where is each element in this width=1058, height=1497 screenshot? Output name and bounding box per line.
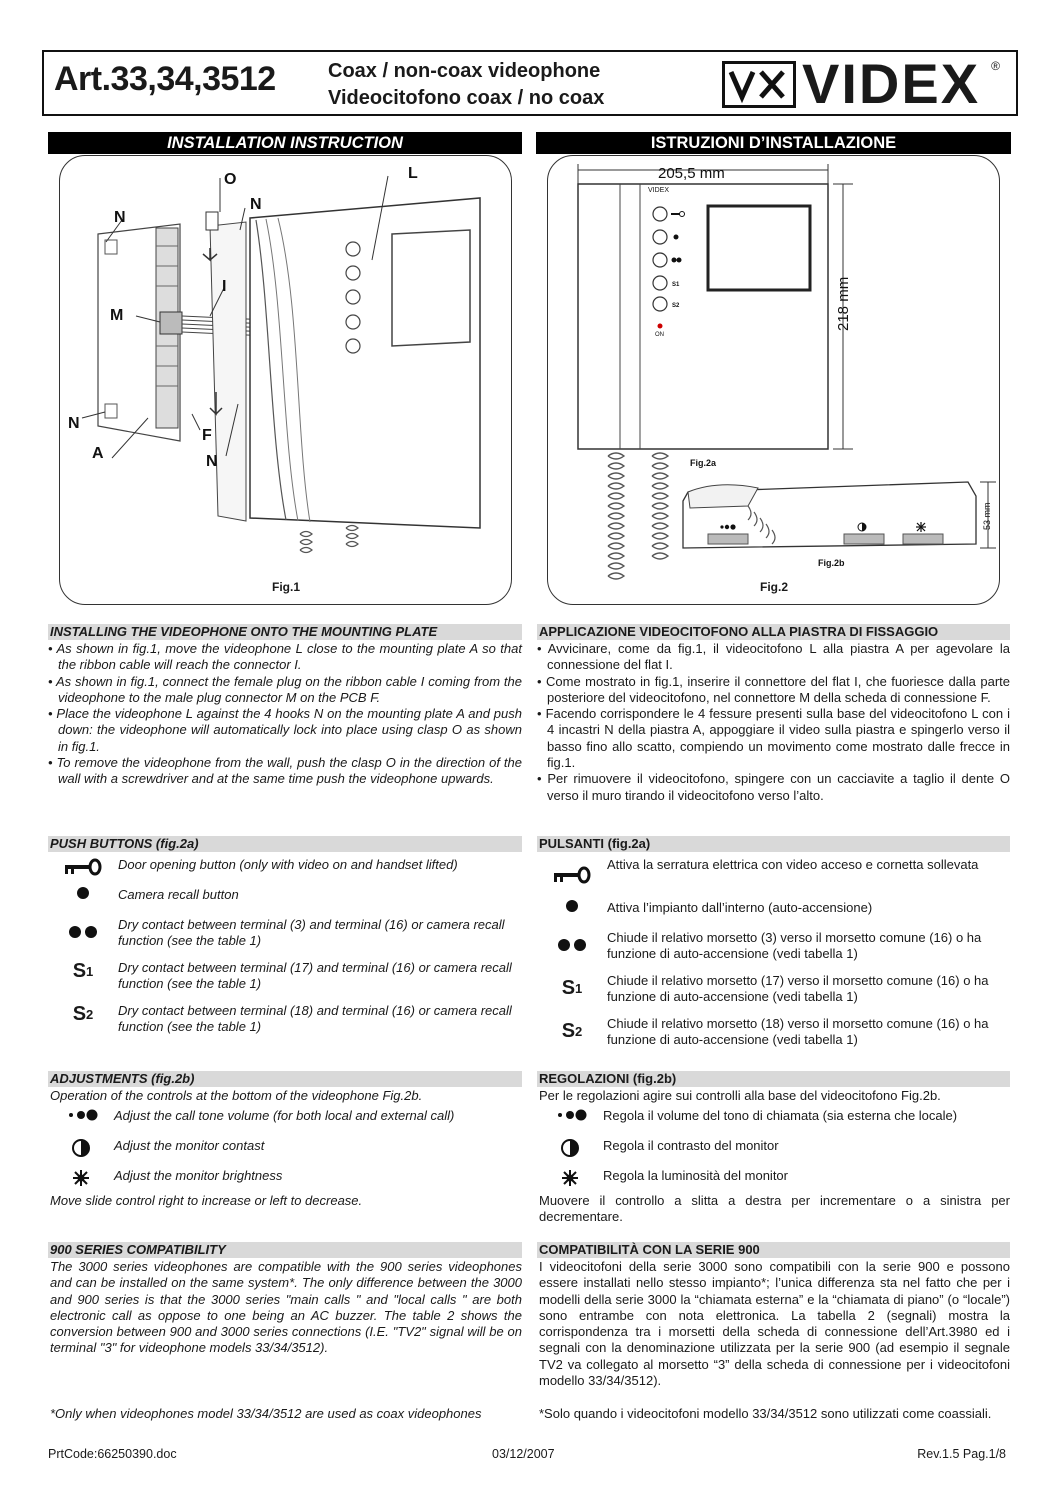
push-desc-it: Chiude il relativo morsetto (3) verso il morsetto comune (16) o ha funzione di auto-accensione (vedi tabella 1)	[607, 930, 982, 961]
fig1-label-o: O	[224, 171, 237, 188]
push-row-en	[48, 960, 522, 992]
adjust-row-en	[48, 1168, 522, 1188]
footer-date: 03/12/2007	[492, 1447, 555, 1461]
fig1-label-m: M	[110, 307, 124, 324]
installing-step-en: • To remove the videophone from the wall, push the clasp O in the direction of the wall with a screwdriver and at the same time push the videophone upwards.	[48, 755, 522, 788]
push-row-it	[537, 900, 1010, 916]
footer-revision: Rev.1.5 Pag.1/8	[917, 1447, 1006, 1461]
s2-icon: S 2	[561, 1020, 583, 1042]
push-row-it	[537, 1016, 1010, 1048]
push-row-it	[537, 930, 1010, 962]
fig2-s2-label: S2	[672, 303, 680, 309]
compat-note-en-wrap	[48, 1406, 522, 1422]
push-title-en: PUSH BUTTONS (fig.2a)	[48, 836, 522, 852]
fig2-width-label: 205,5 mm	[658, 165, 725, 182]
contrast-icon	[537, 1138, 603, 1158]
fig1-label-i: I	[222, 278, 227, 295]
installing-title-en: INSTALLING THE VIDEOPHONE ONTO THE MOUNTING PLATE	[48, 624, 522, 640]
adjust-outro-it-wrap	[537, 1193, 1010, 1226]
push-desc-en: Dry contact between terminal (3) and terminal (16) or camera recall function (see the table 1)	[118, 917, 505, 948]
compat-section-it	[537, 1242, 1010, 1389]
fig1-label-n-bottom: N	[206, 453, 218, 470]
installing-title-it: APPLICAZIONE VIDEOCITOFONO ALLA PIASTRA DI FISSAGGIO	[537, 624, 1010, 640]
subtitle-it: Videocitofono coax / no coax	[328, 87, 605, 109]
fig1-label-a: A	[92, 445, 104, 462]
fig2a-caption: Fig.2a	[690, 458, 717, 468]
fig2-brand-label: VIDEX	[648, 187, 670, 194]
installing-section-it	[537, 624, 1010, 804]
push-row-en	[48, 1003, 522, 1035]
push-row-it	[537, 857, 1010, 885]
single-dot-icon	[537, 900, 607, 912]
compat-section-en	[48, 1242, 522, 1357]
compat-note-it: *Solo quando i videocitofoni modello 33/34/3512 sono utilizzati come coassiali.	[539, 1406, 992, 1421]
push-desc-en: Dry contact between terminal (17) and terminal (16) or camera recall function (see the table 1)	[118, 960, 512, 991]
fig2-s1-label: S1	[672, 282, 680, 288]
fig1-label-f: F	[202, 427, 212, 444]
adjust-desc-it: Regola il contrasto del monitor	[603, 1138, 779, 1153]
key-icon	[537, 857, 607, 885]
installing-step-it: • Facendo corrispondere le 4 fessure presenti sulla base del videocitofono L con i 4 incastri N della piastra A, appoggiare il video sulla piastra e spingerlo verso il basso fino allo scatto, compiendo un movimento come mostrato dalle frecce in fig.1.	[537, 706, 1010, 771]
footer-code: PrtCode:66250390.doc	[48, 1447, 177, 1461]
adjust-desc-en: Adjust the call tone volume (for both local and external call)	[114, 1108, 455, 1123]
push-row-en	[48, 887, 522, 903]
adjust-intro-it: Per le regolazioni agire sui controlli alla base del videocitofono Fig.2b.	[539, 1088, 941, 1103]
videx-logo	[722, 52, 1000, 115]
push-row-en	[48, 917, 522, 949]
installing-step-en: • As shown in fig.1, connect the female plug on the ribbon cable I coming from the videophone to the male plug connector M on the PCB F.	[48, 674, 522, 707]
push-section-en	[48, 836, 522, 853]
s1-icon: S 1	[561, 977, 583, 999]
push-row-it	[537, 973, 1010, 1005]
fig1-label-n-top: N	[250, 196, 262, 213]
adjust-outro-en: Move slide control right to increase or left to decrease.	[50, 1193, 363, 1208]
volume-dots-icon	[48, 1108, 114, 1122]
installing-step-it: • Per rimuovere il videocitofono, spingere con un cacciavite a taglio il dente O verso il muro tirando il videocitofono verso l’alto.	[537, 771, 1010, 804]
compat-title-en: 900 SERIES COMPATIBILITY	[48, 1242, 522, 1258]
figure-2-panel	[547, 155, 1000, 605]
subtitle-en: Coax / non-coax videophone	[328, 60, 601, 82]
adjust-desc-en: Adjust the monitor contast	[114, 1138, 265, 1153]
single-dot-icon	[48, 887, 118, 899]
compat-note-en: *Only when videophones model 33/34/3512 are used as coax videophones	[50, 1406, 482, 1421]
adjust-outro-it: Muovere il controllo a slitta a destra per incrementare o a sinistra per decrementare.	[539, 1193, 1010, 1225]
adjust-row-en	[48, 1108, 522, 1124]
videophone-dimensions-illustration	[548, 156, 998, 603]
fig2-caption: Fig.2	[760, 580, 789, 594]
registered-mark: ®	[991, 59, 1000, 73]
installing-step-en: • Place the videophone L against the 4 hooks N on the mounting plate A and push down: the videophone will automatically lock into place using clasp O as shown in fig.1.	[48, 706, 522, 755]
section-bar-it: ISTRUZIONI D’INSTALLAZIONE	[536, 132, 1011, 154]
adjust-row-it	[537, 1138, 1010, 1158]
adjust-intro-en: Operation of the controls at the bottom of the videophone Fig.2b.	[50, 1088, 423, 1103]
installing-step-it: • Come mostrato in fig.1, inserire il connettore del flat I, che fuoriesce dalla parte posteriore del videocitofono, nel connettore M della scheda di connessione F.	[537, 674, 1010, 707]
push-desc-en: Camera recall button	[118, 887, 239, 902]
installing-step-en: • As shown in fig.1, move the videophone L close to the mounting plate A so that the ribbon cable will reach the connector I.	[48, 641, 522, 674]
fig1-label-n-bottom-left: N	[68, 415, 80, 432]
double-dot-icon	[48, 917, 118, 941]
contrast-icon	[48, 1138, 114, 1158]
brightness-icon	[537, 1168, 603, 1188]
compat-body-it: I videocitofoni della serie 3000 sono compatibili con la serie 900 e possono essere installati nello stesso impianto*; l’unica differenza sta nel fatto che per i modelli della serie 3000 la “chiamata esterna” e la “chiamata di piano” (o “locale”) sono entrambe con nota elettronica. La tabella 2 (segnali) mostra la corrispondenza tra i morsetti della scheda di connessione dell’Art.3980 ed i segnali con la denominazione utilizzata per la serie 900 (ad esempio il segnale TV2 va collegato al morsetto “3” della scheda di connessione per i videocitofoni modello 33/34/3512).	[539, 1259, 1010, 1389]
compat-title-it: COMPATIBILITÀ CON LA SERIE 900	[537, 1242, 1010, 1258]
section-bar-en: INSTALLATION INSTRUCTION	[48, 132, 522, 154]
s2-icon: S 2	[72, 1003, 94, 1025]
push-desc-it: Chiude il relativo morsetto (18) verso il morsetto comune (16) o ha funzione di auto-accensione (vedi tabella 1)	[607, 1016, 989, 1047]
brightness-icon	[48, 1168, 114, 1188]
push-desc-it: Chiude il relativo morsetto (17) verso il morsetto comune (16) o ha funzione di auto-accensione (vedi tabella 1)	[607, 973, 989, 1004]
figure-1-panel	[59, 155, 512, 605]
compat-body-en: The 3000 series videophones are compatible with the 900 series videophones and can be installed on the same system*. The only difference between the 3000 and 900 series is that the 3000 series "main calls " and "local calls " are both electronic call as oppose to one being an AC buzzer. The table 2 shows the conversion between 900 and 3000 series connections (I.E. "TV2" signal will be on terminal "3" for videophone models 33/34/3512).	[50, 1259, 522, 1356]
adjust-section-en	[48, 1071, 522, 1104]
fig2-on-label: ON	[655, 332, 664, 338]
fig1-label-l: L	[408, 165, 418, 182]
fig2b-caption: Fig.2b	[818, 558, 845, 568]
compat-note-it-wrap	[537, 1406, 1010, 1422]
s1-icon: S 1	[72, 960, 94, 982]
adjust-row-it	[537, 1168, 1010, 1188]
fig1-label-n-top-left: N	[114, 209, 126, 226]
product-subtitles	[328, 58, 604, 112]
videophone-mounting-illustration	[60, 156, 510, 603]
adjust-title-en: ADJUSTMENTS (fig.2b)	[48, 1071, 522, 1087]
push-desc-it: Attiva l’impianto dall’interno (auto-accensione)	[607, 900, 873, 915]
adjust-title-it: REGOLAZIONI (fig.2b)	[537, 1071, 1010, 1087]
installing-section-en	[48, 624, 522, 788]
adjust-section-it	[537, 1071, 1010, 1104]
push-desc-en: Door opening button (only with video on and handset lifted)	[118, 857, 458, 872]
article-number: Art.33,34,3512	[54, 60, 276, 98]
push-row-en	[48, 857, 522, 877]
adjust-row-en	[48, 1138, 522, 1158]
fig2-height-label: 218 mm	[835, 276, 852, 331]
push-title-it: PULSANTI (fig.2a)	[537, 836, 1010, 852]
document-header	[42, 50, 1018, 116]
installing-step-it: • Avvicinare, come da fig.1, il videocitofono L alla piastra A per agevolare la connessione del flat I.	[537, 641, 1010, 674]
push-section-it	[537, 836, 1010, 853]
double-dot-icon	[537, 930, 607, 954]
fig2-depth-label: 53 mm	[982, 502, 992, 530]
adjust-row-it	[537, 1108, 1010, 1124]
volume-dots-icon	[537, 1108, 603, 1122]
adjust-outro-en-wrap	[48, 1193, 522, 1209]
adjust-desc-it: Regola la luminosità del monitor	[603, 1168, 788, 1183]
brand-name: VIDEX	[802, 52, 981, 115]
adjust-desc-it: Regola il volume del tono di chiamata (sia esterna che locale)	[603, 1108, 958, 1123]
fig1-caption: Fig.1	[272, 580, 301, 594]
adjust-desc-en: Adjust the monitor brightness	[114, 1168, 283, 1183]
key-icon	[48, 857, 118, 877]
push-desc-en: Dry contact between terminal (18) and terminal (16) or camera recall function (see the table 1)	[118, 1003, 512, 1034]
push-desc-it: Attiva la serratura elettrica con video acceso e cornetta sollevata	[607, 857, 979, 872]
videx-logo-mark-icon	[722, 61, 796, 108]
